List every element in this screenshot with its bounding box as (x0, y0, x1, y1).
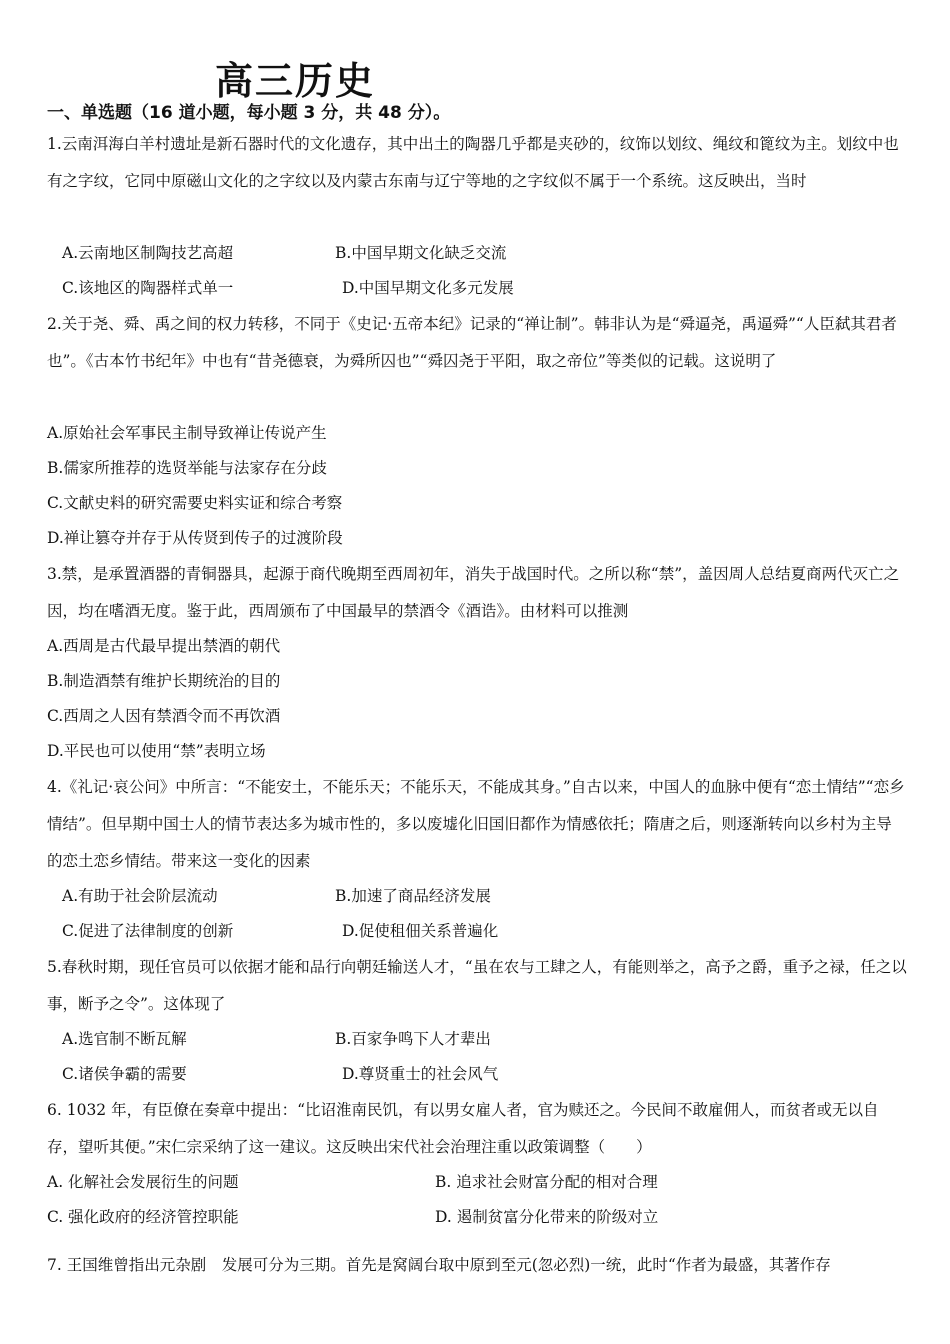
options-row (47, 1057, 907, 1092)
option-c: C.诸侯争霸的需要 (62, 1065, 187, 1083)
question-5-stem: 5.春秋时期，现任官员可以依据才能和品行向朝廷输送人才，“虽在农与工肆之人，有能则举之，高予之爵，重予之禄，任之以事，断予之令”。这体现了 (47, 958, 907, 1013)
option-b: B. 追求社会财富分配的相对合理 (435, 1173, 658, 1191)
page-title: 高三历史 (215, 59, 376, 103)
option-b: B.中国早期文化缺乏交流 (335, 244, 507, 262)
option-a: A.原始社会军事民主制导致禅让传说产生 (47, 424, 327, 442)
option-a: A.有助于社会阶层流动 (62, 887, 218, 905)
option-b: B.儒家所推荐的选贤举能与法家存在分歧 (47, 459, 327, 477)
question-5-options (47, 1022, 907, 1092)
option-c: C.促进了法律制度的创新 (62, 922, 234, 940)
option-c: C.该地区的陶器样式单一 (62, 279, 234, 297)
question-6-options (47, 1165, 907, 1235)
option-a: A. 化解社会发展衍生的问题 (47, 1173, 239, 1191)
question-4-stem: 4.《礼记·哀公问》中所言：“不能安土，不能乐天；不能乐天，不能成其身。”自古以来，中国人的血脉中便有“恋土情结”“恋乡情结”。但早期中国士人的情节表达多为城市性的，多以废墟化旧国旧都作为情感依托；隋唐之后，则逐渐转向以乡村为主导的恋土恋乡情结。带来这一变化的因素 (47, 778, 905, 870)
options-row (47, 1022, 907, 1057)
question-1-stem: 1.云南洱海白羊村遗址是新石器时代的文化遗存，其中出土的陶器几乎都是夹砂的，纹饰以划纹、绳纹和篦纹为主。划纹中也有之字纹，它同中原磁山文化的之字纹以及内蒙古东南与辽宁等地的之字纹似不属于一个系统。这反映出，当时 (47, 135, 899, 190)
option-c: C.文献史料的研究需要史料实证和综合考察 (47, 494, 343, 512)
options-row (47, 879, 907, 914)
option-d: D.中国早期文化多元发展 (342, 279, 514, 297)
option-b: B.百家争鸣下人才辈出 (335, 1030, 491, 1048)
question-7-stem: 7. 王国维曾指出元杂剧 发展可分为三期。首先是窝阔台取中原到至元(忽必烈)一统，此时“作者为最盛，其著作存 (47, 1256, 831, 1274)
option-a: A.西周是古代最早提出禁酒的朝代 (47, 637, 281, 655)
question-6-stem: 6. 1032 年，有臣僚在奏章中提出：“比诏淮南民饥，有以男女雇人者，官为赎还之。今民间不敢雇佣人，而贫者或无以自存，望听其便。”宋仁宗采纳了这一建议。这反映出宋代社会治理注重以政策调整（ ） (47, 1101, 879, 1156)
section-heading: 一、单选题（16 道小题，每小题 3 分，共 48 分）。 (47, 103, 451, 123)
option-a: A.云南地区制陶技艺高超 (62, 244, 234, 262)
option-d: D.禅让篡夺并存于从传贤到传子的过渡阶段 (47, 529, 343, 547)
option-c: C.西周之人因有禁酒令而不再饮酒 (47, 707, 281, 725)
options-row (47, 1165, 907, 1200)
options-row (47, 914, 907, 949)
options-row (47, 271, 907, 306)
question-2-stem: 2.关于尧、舜、禹之间的权力转移，不同于《史记·五帝本纪》记录的“禅让制”。韩非认为是“舜逼尧，禹逼舜”“人臣弑其君者也”。《古本竹书纪年》中也有“昔尧德衰，为舜所囚也”“舜囚尧于平阳，取之帝位”等类似的记载。这说明了 (47, 315, 897, 370)
option-c: C. 强化政府的经济管控职能 (47, 1208, 239, 1226)
options-row (47, 236, 907, 271)
option-d: D.尊贤重士的社会风气 (342, 1065, 499, 1083)
option-b: B.制造酒禁有维护长期统治的目的 (47, 672, 281, 690)
question-1-options (47, 236, 907, 306)
option-b: B.加速了商品经济发展 (335, 887, 491, 905)
options-row (47, 1200, 907, 1235)
question-3-stem: 3.禁，是承置酒器的青铜器具，起源于商代晚期至西周初年，消失于战国时代。之所以称“禁”，盖因周人总结夏商两代灭亡之因，均在嗜酒无度。鉴于此，西周颁布了中国最早的禁酒令《酒诰》。由材料可以推测 (47, 565, 900, 620)
option-d: D.促使租佃关系普遍化 (342, 922, 499, 940)
option-a: A.选官制不断瓦解 (62, 1030, 187, 1048)
question-4-options (47, 879, 907, 949)
option-d: D.平民也可以使用“禁”表明立场 (47, 742, 266, 760)
option-d: D. 遏制贫富分化带来的阶级对立 (435, 1208, 659, 1226)
